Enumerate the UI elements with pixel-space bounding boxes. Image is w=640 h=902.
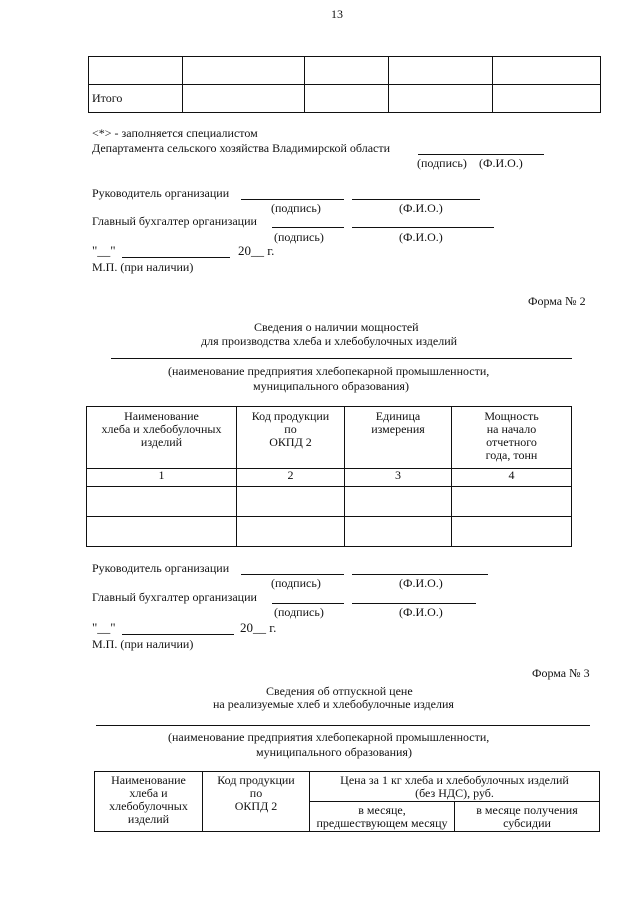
signature-hint: (подпись) (274, 230, 324, 244)
column-number: 4 (452, 469, 572, 487)
signature-line (418, 154, 544, 155)
fio-hint: (Ф.И.О.) (479, 156, 523, 170)
fio-line (352, 227, 494, 228)
header-cell: Наименование хлеба и хлебобулочных изделий (95, 772, 203, 832)
total-label: Итого (89, 85, 183, 113)
org-name-line (96, 725, 590, 726)
column-number: 1 (87, 469, 237, 487)
table-header-row (87, 407, 572, 469)
signature-line (272, 603, 344, 604)
price-header-cell: Цена за 1 кг хлеба и хлебобулочных изделий (без НДС), руб. (310, 772, 600, 802)
table-row (89, 57, 601, 85)
fio-hint: (Ф.И.О.) (399, 605, 443, 619)
column-number: 2 (237, 469, 345, 487)
date-quotes: "__" (92, 243, 116, 258)
header-cell: Код продукции по ОКПД 2 (237, 407, 345, 469)
signature-line (241, 199, 344, 200)
column-number: 3 (345, 469, 452, 487)
signature-line (241, 574, 344, 575)
head-label: Руководитель организации (92, 186, 230, 200)
table-row (87, 517, 572, 547)
date-year: 20__ г. (238, 243, 275, 258)
fio-line (352, 199, 480, 200)
page-number: 13 (331, 7, 343, 21)
form3-title-line2: на реализуемые хлеб и хлебобулочные изделия (213, 697, 454, 711)
signature-hint: (подпись) (274, 605, 324, 619)
org-name-hint-line1: (наименование предприятия хлебопекарной промышленности, (168, 730, 490, 744)
accountant-label: Главный бухгалтер организации (92, 214, 257, 228)
accountant-label: Главный бухгалтер организации (92, 590, 257, 604)
org-name-line (111, 358, 572, 359)
subheader-cell: в месяце, предшествующем месяцу (310, 802, 455, 832)
table-row (89, 85, 601, 113)
fio-line (352, 574, 488, 575)
fio-hint: (Ф.И.О.) (399, 201, 443, 215)
date-line (122, 634, 234, 635)
fio-hint: (Ф.И.О.) (399, 230, 443, 244)
note-line2: Департамента сельского хозяйства Владимирской области (92, 141, 391, 155)
column-number-row (87, 469, 572, 487)
head-label: Руководитель организации (92, 561, 230, 575)
date-year: 20__ г. (240, 620, 277, 635)
form2-table (86, 406, 572, 547)
form2-label: Форма № 2 (528, 294, 586, 308)
header-cell: Код продукции по ОКПД 2 (203, 772, 310, 832)
org-name-hint-line2: муниципального образования) (253, 379, 409, 393)
signature-hint: (подпись) (271, 201, 321, 215)
header-cell: Единица измерения (345, 407, 452, 469)
subheader-cell: в месяце получения субсидии (455, 802, 600, 832)
signature-hint: (подпись) (417, 156, 467, 170)
table-header-row (95, 772, 600, 802)
date-quotes: "__" (92, 620, 116, 635)
signature-line (272, 227, 344, 228)
top-table (88, 56, 601, 113)
date-line (122, 257, 230, 258)
org-name-hint-line2: муниципального образования) (256, 745, 412, 759)
form3-title-line1: Сведения об отпускной цене (266, 684, 413, 698)
header-cell: Мощность на начало отчетного года, тонн (452, 407, 572, 469)
org-name-hint-line1: (наименование предприятия хлебопекарной промышленности, (168, 364, 490, 378)
fio-hint: (Ф.И.О.) (399, 576, 443, 590)
form2-title-line2: для производства хлеба и хлебобулочных изделий (201, 334, 458, 348)
signature-hint: (подпись) (271, 576, 321, 590)
note-line1: <*> - заполняется специалистом (92, 126, 258, 140)
stamp-label: М.П. (при наличии) (92, 637, 194, 651)
fio-line (352, 603, 476, 604)
stamp-label: М.П. (при наличии) (92, 260, 194, 274)
header-cell: Наименование хлеба и хлебобулочных изделий (87, 407, 237, 469)
form3-table (94, 771, 600, 832)
form2-title-line1: Сведения о наличии мощностей (254, 320, 419, 334)
table-row (87, 487, 572, 517)
form3-label: Форма № 3 (532, 666, 590, 680)
